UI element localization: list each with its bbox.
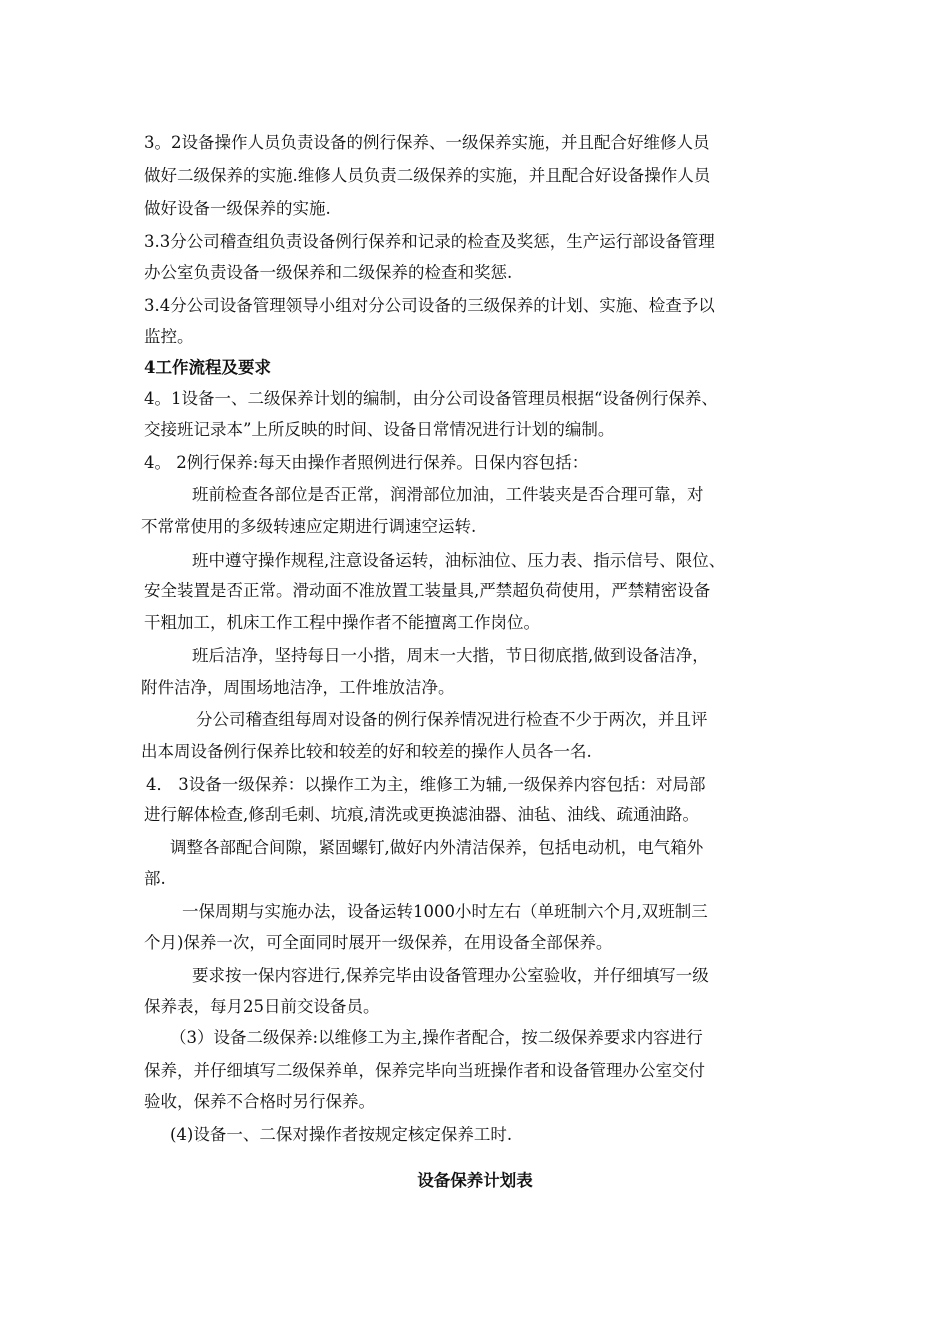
- para-4-1-line-1: 4。1设备一、二级保养计划的编制，由分公司设备管理员根据“设备例行保养、: [144, 389, 718, 408]
- para-level2-line-1: （3）设备二级保养:以维修工为主,操作者配合，按二级保养要求内容进行: [170, 1028, 703, 1047]
- para-3-4-line-1: 3.4分公司设备管理领导小组对分公司设备的三级保养的计划、实施、检查予以: [144, 296, 715, 315]
- para-work-hours: (4)设备一、二保对操作者按规定核定保养工时.: [170, 1125, 513, 1144]
- para-after-shift-line-1: 班后洁净，坚持每日一小揩，周末一大揩，节日彻底揩,做到设备洁净，: [192, 646, 709, 665]
- para-during-shift-line-1: 班中遵守操作规程,注意设备运转，油标油位、压力表、指示信号、限位、: [192, 551, 726, 570]
- para-3-2-line-1: 3。2设备操作人员负责设备的例行保养、一级保养实施，并且配合好维修人员: [144, 133, 710, 152]
- para-3-2-line-2: 做好二级保养的实施.维修人员负责二级保养的实施，并且配合好设备操作人员: [144, 166, 711, 185]
- para-inspection-line-2: 出本周设备例行保养比较和较差的好和较差的操作人员各一名.: [141, 742, 592, 761]
- para-requirement-line-2: 保养表，每月25日前交设备员。: [144, 997, 380, 1016]
- para-cycle-line-1: 一保周期与实施办法，设备运转1000小时左右（单班制六个月,双班制三: [182, 902, 708, 921]
- para-4-1-line-2: 交接班记录本”上所反映的时间、设备日常情况进行计划的编制。: [144, 420, 615, 439]
- para-3-3-line-2: 办公室负责设备一级保养和二级保养的检查和奖惩.: [144, 263, 513, 282]
- para-before-shift-line-1: 班前检查各部位是否正常，润滑部位加油，工件装夹是否合理可靠，对: [192, 485, 704, 504]
- para-3-3-line-1: 3.3分公司稽查组负责设备例行保养和记录的检查及奖惩，生产运行部设备管理: [144, 232, 715, 251]
- section-heading-4: 4工作流程及要求: [144, 358, 271, 377]
- para-during-shift-line-2: 安全装置是否正常。滑动面不准放置工装量具,严禁超负荷使用，严禁精密设备: [144, 581, 711, 600]
- para-cycle-line-2: 个月)保养一次，可全面同时展开一级保养，在用设备全部保养。: [144, 933, 613, 952]
- para-3-4-line-2: 监控。: [144, 327, 194, 346]
- para-4-3-line-2: 进行解体检查,修刮毛刺、坑痕,清洗或更换滤油器、油毡、油线、疏通油路。: [144, 805, 699, 824]
- para-4-3-line-1: 4． 3设备一级保养：以操作工为主，维修工为辅,一级保养内容包括：对局部: [146, 775, 706, 794]
- para-before-shift-line-2: 不常常使用的多级转速应定期进行调速空运转.: [141, 517, 477, 536]
- para-4-2-line-1: 4。 2例行保养:每天由操作者照例进行保养。日保内容包括：: [144, 453, 589, 472]
- para-inspection-line-1: 分公司稽查组每周对设备的例行保养情况进行检查不少于两次，并且评: [196, 710, 708, 729]
- para-level2-line-3: 验收，保养不合格时另行保养。: [144, 1092, 375, 1111]
- para-adjust-line-1: 调整各部配合间隙，紧固螺钉,做好内外清洁保养，包括电动机，电气箱外: [170, 838, 704, 857]
- para-adjust-line-2: 部.: [144, 869, 166, 888]
- table-title: 设备保养计划表: [417, 1171, 533, 1190]
- para-level2-line-2: 保养，并仔细填写二级保养单，保养完毕向当班操作者和设备管理办公室交付: [144, 1061, 705, 1080]
- para-requirement-line-1: 要求按一保内容进行,保养完毕由设备管理办公室验收，并仔细填写一级: [192, 966, 709, 985]
- para-after-shift-line-2: 附件洁净，周围场地洁净，工件堆放洁净。: [141, 678, 455, 697]
- para-during-shift-line-3: 干粗加工，机床工作工程中操作者不能擅离工作岗位。: [144, 613, 540, 632]
- para-3-2-line-3: 做好设备一级保养的实施.: [144, 199, 331, 218]
